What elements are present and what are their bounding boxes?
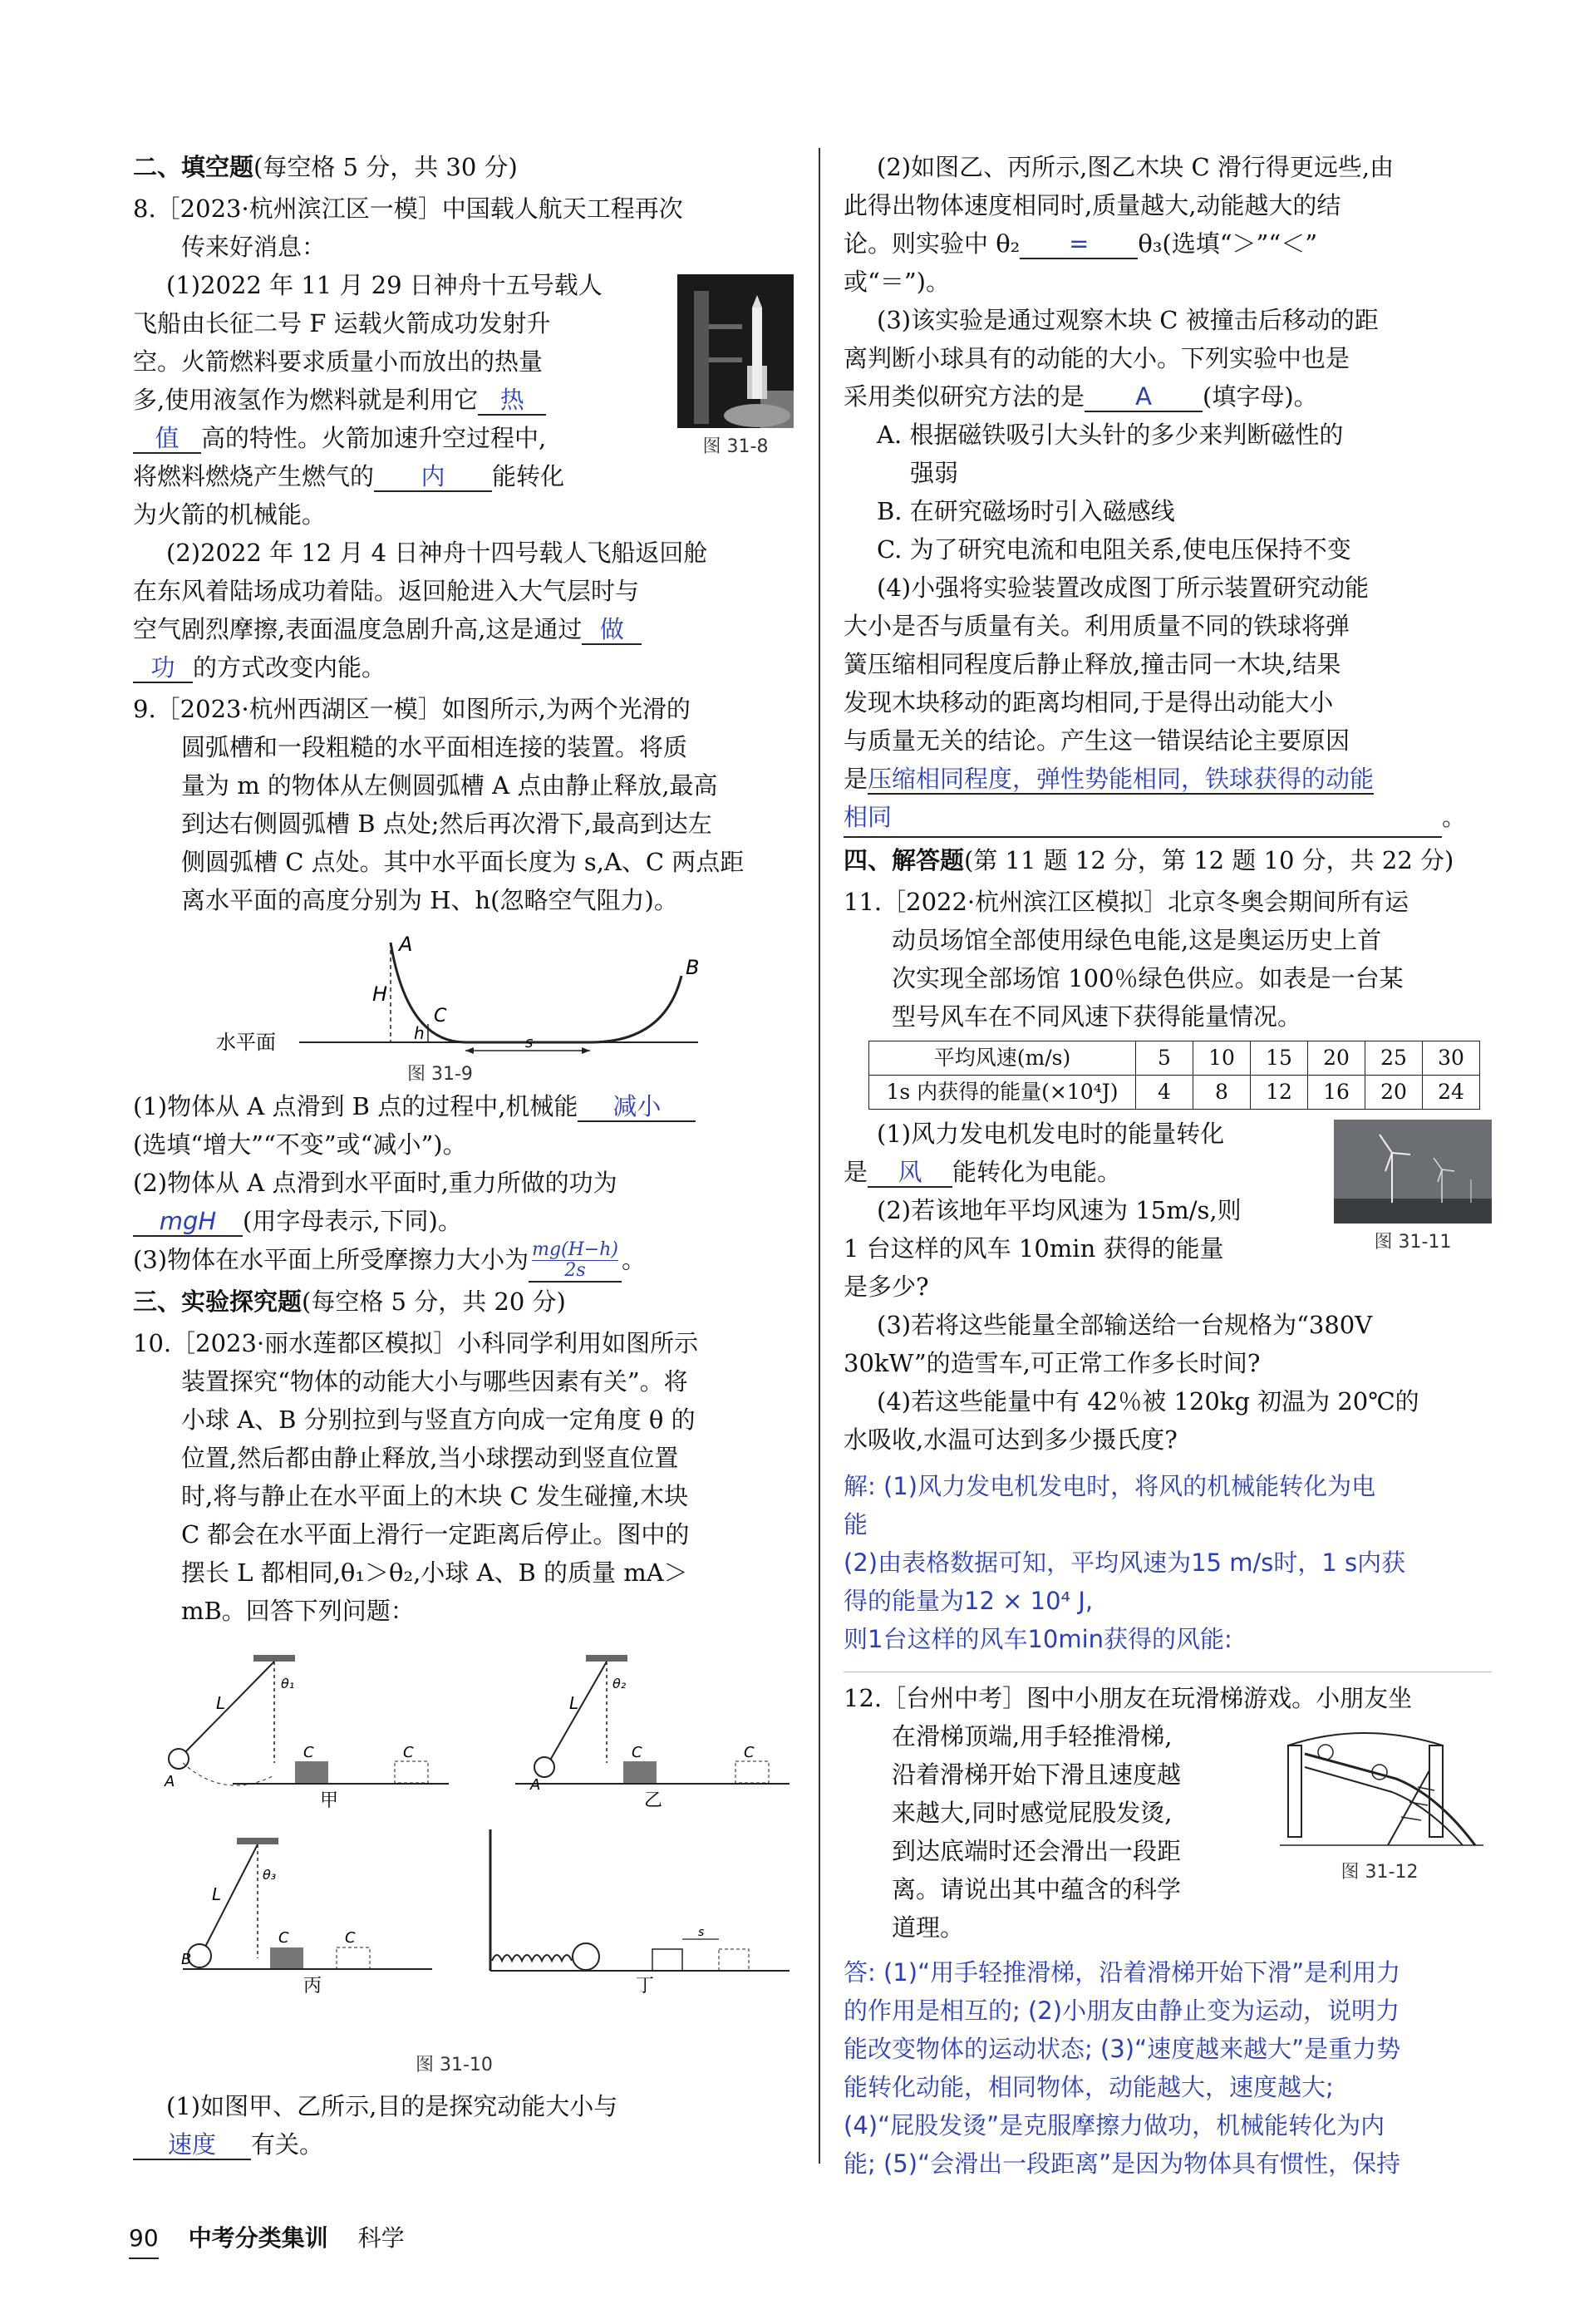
right-column: (2)如图乙、丙所示,图乙木块 C 滑行得更远些,由 此得出物体速度相同时,质量越大,动能越大的结 论。则实验中 θ₂ = θ₃(选填“＞”“＜” 或“＝”)。 (3)该实验是通过观察木块 C 被撞击后移动的距 离判断小球具有的动能的大小。下列实验中也是 采用类似研究方法的是 A (填字母)。 A. 根据磁铁吸引大头针的多少来判断磁性的 强弱 B. 在研究磁场时引入磁感线 C. 为了研究电流和电阻关系,使电压保持不变 (4)小强将实验装置改成图丁所示装置研究动能 大小是否与质量有关。利用质量不同的铁球将弹 簧压缩相同程度后静止释放,撞击同一木块,结果 发现木块移动的距离均相同,于是得出动能大小 与质量无关的结论。产生这一错误结论主要原因 是压缩相同程度，弹性势能相同，铁球获得的动能 相同 。 四、解答题(第 11 题 12 分，第 12 题 10 分，共 22 分) 11.［2022·杭州滨江区模拟］北京冬奥会期间所有运 动员场馆全部使用绿色电能,这是奥运历史上首 次实现全部场馆 100％绿色供应。如表是一台某 型号风车在不同风速下获得能量情况。 平均风速(m/s) 5 10 15 20 25 30 1s 内获得的能量(×10⁴J) 4 8 12 16 20 24 图 31-11 (1)风力发电机发电时的能量转化 是 风 能转化为电能。 (2)若该地年平均风速为 15m/s,则 1 台这样的风车 10min 获得的能量 是多少? (3)若将这些能量全部输送给一台规格为“380V 30kW”的造雪车,可正常工作多长时间? (4)若这些能量中有 42％被 120kg 初温为 20℃的 水吸收,水温可达到多少摄氏度? 解: (1)风力发电机发电时，将风的机械能转化为电 能 (2)由表格数据可知，平均风速为15 m/s时，1 s内获 得的能量为12 × 10⁴ J, 则1台这样的风车10min获得的风能: 12.［台州中考］图中小朋友在玩滑梯游戏。小朋友坐 图 31-12 在滑梯顶端,用手轻推滑梯, 沿着滑梯开始下滑且速度越 来越大,同时感觉屁股发烫, 到达底端时还会滑出一段距 离。请说出其中蕴含的科学 道理。 答: (1)“用手轻推滑梯，沿着滑梯开始下滑”是利用力 的作用是相互的; (2)小朋友由静止变为运动，说明力 能改变物体的运动状态; (3)“速度越来越大”是重力势 能转化动能，相同物体，动能越大，速度越大; (4)“屁股发烫”是克服摩擦力做功，机械能转化为内 能; (5)“会滑出一段距离”是因为物体具有惯性，保持 bbox=[844, 148, 1492, 2183]
figure-caption: 图 31-9 bbox=[407, 1064, 473, 1084]
q8-line: 飞船由长征二号 F 运载火箭成功发射升 bbox=[133, 309, 551, 337]
q9-line: (2)物体从 A 点滑到水平面时,重力所做的功为 bbox=[133, 1169, 617, 1197]
q12-line: 离。请说出其中蕴含的科学 bbox=[892, 1875, 1182, 1903]
option-C: C. 为了研究电流和电阻关系,使电压保持不变 bbox=[877, 535, 1351, 564]
table-cell: 20 bbox=[1308, 1041, 1365, 1076]
q10-line: 位置,然后都由静止释放,当小球摆动到竖直位置 bbox=[181, 1444, 679, 1472]
table-cell: 16 bbox=[1308, 1076, 1365, 1110]
fraction-numerator: mg(H−h) bbox=[532, 1239, 618, 1260]
q8-line: 为火箭的机械能。 bbox=[133, 500, 327, 529]
answer-blank: 相同 bbox=[844, 798, 1442, 838]
label-C: C bbox=[303, 1744, 314, 1761]
q8-line: (1)2022 年 11 月 29 日神舟十五号载人 bbox=[166, 271, 603, 299]
table-row bbox=[869, 1041, 1480, 1076]
q10-line: 与质量无关的结论。产生这一错误结论主要原因 bbox=[844, 726, 1350, 755]
q10-line: 论。则实验中 θ₂ bbox=[844, 229, 1021, 258]
figure-31-10 bbox=[133, 1638, 798, 2087]
arc-track-diagram bbox=[199, 926, 731, 1084]
q10-line: 簧压缩相同程度后静止释放,撞击同一木块,结果 bbox=[844, 650, 1341, 678]
table-cell: 30 bbox=[1423, 1041, 1480, 1076]
q10-line: (填字母)。 bbox=[1203, 382, 1318, 411]
page-footer bbox=[129, 2219, 405, 2259]
q8-line: 传来好消息： bbox=[181, 233, 327, 261]
answer-line: 能转化动能，相同物体，动能越大，速度越大; bbox=[844, 2073, 1334, 2101]
answer-blank: 值 bbox=[133, 424, 201, 454]
figure-caption: 图 31-8 bbox=[702, 436, 769, 457]
table-cell: 12 bbox=[1251, 1076, 1308, 1110]
q10-line: θ₃(选填“＞”“＜” bbox=[1138, 229, 1318, 258]
label-bing: 丙 bbox=[303, 1976, 322, 1997]
label-ding: 丁 bbox=[636, 1976, 655, 1997]
slide-illustration bbox=[1272, 1721, 1488, 1854]
q10-line: 10.［2023·丽水莲都区模拟］小科同学利用如图所示 bbox=[133, 1329, 699, 1357]
answer-blank: 做 bbox=[582, 615, 642, 645]
question-12 bbox=[844, 1672, 1492, 1947]
solution-line: (2)由表格数据可知，平均风速为15 m/s时，1 s内获 bbox=[844, 1549, 1406, 1577]
figure-caption: 图 31-11 bbox=[1374, 1232, 1452, 1253]
q11-line: (1)风力发电机发电时的能量转化 bbox=[877, 1120, 1225, 1148]
q9-line: (1)物体从 A 点滑到 B 点的过程中,机械能 bbox=[133, 1092, 578, 1120]
option-A: 强弱 bbox=[910, 459, 959, 487]
q9-line: 到达右侧圆弧槽 B 点处;然后再次滑下,最高到达左 bbox=[181, 810, 712, 838]
page-number: 90 bbox=[129, 2219, 159, 2259]
point-B-label: B bbox=[686, 956, 700, 979]
q8-line: 将燃料燃烧产生燃气的 bbox=[133, 462, 375, 490]
subject-label: 科学 bbox=[357, 2224, 405, 2252]
answer-blank: 热 bbox=[478, 386, 546, 416]
table-cell: 25 bbox=[1365, 1041, 1423, 1076]
label-yi: 乙 bbox=[644, 1790, 663, 1811]
q10-line: 时,将与静止在水平面上的木块 C 发生碰撞,木块 bbox=[181, 1482, 689, 1510]
q9-line: 圆弧槽和一段粗糙的水平面相连接的装置。将质 bbox=[181, 733, 688, 761]
q12-line: 在滑梯顶端,用手轻推滑梯, bbox=[892, 1722, 1173, 1750]
wind-energy-table bbox=[868, 1041, 1480, 1110]
section-title: 二、填空题 bbox=[133, 153, 254, 181]
q10-line: 有关。 bbox=[251, 2130, 324, 2159]
q10-line: 小球 A、B 分别拉到与竖直方向成一定角度 θ 的 bbox=[181, 1406, 696, 1434]
q11-parts-with-figure bbox=[844, 1115, 1492, 1306]
q11-line: (3)若将这些能量全部输送给一台规格为“380V bbox=[877, 1311, 1373, 1339]
q11-line: 水吸收,水温可达到多少摄氏度? bbox=[844, 1425, 1178, 1454]
label-B: B bbox=[181, 1951, 192, 1968]
answer-blank: 速度 bbox=[133, 2130, 251, 2160]
answer-blank: = bbox=[1020, 229, 1138, 259]
section-note: (每空格 5 分，共 20 分) bbox=[302, 1288, 566, 1316]
table-cell: 10 bbox=[1193, 1041, 1251, 1076]
section-4-heading bbox=[844, 841, 1492, 879]
q10-line: (1)如图甲、乙所示,目的是探究动能大小与 bbox=[166, 2092, 618, 2120]
q8-line: 空气剧烈摩擦,表面温度急剧升高,这是通过 bbox=[133, 615, 583, 643]
answer-blank: 压缩相同程度，弹性势能相同，铁球获得的动能 bbox=[868, 765, 1375, 793]
q10-line: 发现木块移动的距离均相同,于是得出动能大小 bbox=[844, 688, 1334, 716]
column-divider bbox=[819, 148, 820, 2164]
q9-line: (用字母表示,下同)。 bbox=[243, 1207, 462, 1235]
solution-line: 得的能量为12 × 10⁴ J, bbox=[844, 1587, 1094, 1615]
q10-line: 离判断小球具有的动能的大小。下列实验中也是 bbox=[844, 344, 1350, 372]
q12-line: 沿着滑梯开始下滑且速度越 bbox=[892, 1760, 1182, 1789]
point-C-label: C bbox=[434, 1006, 447, 1027]
answer-blank: mgH bbox=[133, 1207, 243, 1237]
solution-line: 能 bbox=[844, 1510, 868, 1539]
q9-line: 量为 m 的物体从左侧圆弧槽 A 点由静止释放,最高 bbox=[181, 771, 718, 800]
label-L: L bbox=[216, 1693, 226, 1713]
section-title: 三、实验探究题 bbox=[133, 1288, 303, 1316]
label-s: s bbox=[698, 1926, 705, 1939]
label-A: A bbox=[165, 1773, 175, 1790]
table-cell: 8 bbox=[1193, 1076, 1251, 1110]
q12-line: 道理。 bbox=[892, 1913, 965, 1942]
answer-line: 答: (1)“用手轻推滑梯，沿着滑梯开始下滑”是利用力 bbox=[844, 1958, 1401, 1987]
q11-line: 11.［2022·杭州滨江区模拟］北京冬奥会期间所有运 bbox=[844, 888, 1409, 916]
answer-blank: 功 bbox=[133, 653, 193, 683]
height-H-label: H bbox=[372, 982, 388, 1006]
section-note: (第 11 题 12 分，第 12 题 10 分，共 22 分) bbox=[964, 846, 1454, 874]
fraction-denominator: 2s bbox=[564, 1260, 586, 1281]
answer-fraction bbox=[529, 1240, 622, 1283]
q11-line: 1 台这样的风车 10min 获得的能量 bbox=[844, 1234, 1224, 1263]
section-title: 四、解答题 bbox=[844, 846, 965, 874]
label-C: C bbox=[403, 1744, 414, 1761]
length-s-label: s bbox=[525, 1034, 534, 1051]
q11-line: 30kW”的造雪车,可正常工作多长时间? bbox=[844, 1349, 1261, 1377]
table-header-cell: 1s 内获得的能量(×10⁴J) bbox=[869, 1076, 1136, 1110]
answer-blank: 风 bbox=[868, 1158, 952, 1188]
q8-part1 bbox=[133, 266, 798, 534]
q10-line: 或“＝”)。 bbox=[844, 268, 950, 296]
q10-line: C 都会在水平面上滑行一定距离后停止。图中的 bbox=[181, 1520, 690, 1549]
q11-line: 动员场馆全部使用绿色电能,这是奥运历史上首 bbox=[892, 926, 1382, 954]
q11-line: (4)若这些能量中有 42％被 120kg 初温为 20℃的 bbox=[877, 1387, 1419, 1416]
option-B: B. 在研究磁场时引入磁感线 bbox=[877, 497, 1175, 525]
q10-line: mB。回答下列问题： bbox=[181, 1597, 415, 1625]
figure-caption: 图 31-12 bbox=[1340, 1862, 1419, 1883]
q9-line: (选填“增大”“不变”或“减小”)。 bbox=[133, 1130, 467, 1159]
q8-line: 在东风着陆场成功着陆。返回舱进入大气层时与 bbox=[133, 577, 640, 605]
answer-line: 能; (5)“会滑出一段距离”是因为物体具有惯性，保持 bbox=[844, 2149, 1401, 2178]
q8-line: 8.［2023·杭州滨江区一模］中国载人航天工程再次 bbox=[133, 194, 683, 223]
option-A: A. 根据磁铁吸引大头针的多少来判断磁性的 bbox=[877, 421, 1344, 449]
table-cell: 15 bbox=[1251, 1041, 1308, 1076]
q11-line: 是多少? bbox=[844, 1273, 929, 1301]
ground-label: 水平面 bbox=[216, 1031, 276, 1054]
book-title: 中考分类集训 bbox=[188, 2224, 328, 2252]
q10-line: 大小是否与质量有关。利用质量不同的铁球将弹 bbox=[844, 612, 1350, 640]
label-C: C bbox=[278, 1929, 289, 1947]
q10-line: 摆长 L 都相同,θ₁＞θ₂,小球 A、B 的质量 mA＞ bbox=[181, 1558, 688, 1587]
q12-line: 到达底端时还会滑出一段距 bbox=[892, 1837, 1182, 1865]
q8-line: (2)2022 年 12 月 4 日神舟十四号载人飞船返回舱 bbox=[166, 539, 708, 567]
label-C: C bbox=[345, 1929, 356, 1947]
q8-line: 的方式改变内能。 bbox=[193, 653, 386, 682]
q9-line: 侧圆弧槽 C 点处。其中水平面长度为 s,A、C 两点距 bbox=[181, 848, 745, 876]
answer-line: 能改变物体的运动状态; (3)“速度越来越大”是重力势 bbox=[844, 2035, 1401, 2063]
figure-31-12 bbox=[1267, 1721, 1492, 1892]
figure-31-11 bbox=[1334, 1120, 1492, 1262]
table-row bbox=[869, 1076, 1480, 1110]
table-header-cell: 平均风速(m/s) bbox=[869, 1041, 1136, 1076]
q11-line: 次实现全部场馆 100％绿色供应。如表是一台某 bbox=[892, 964, 1404, 992]
q12-answer bbox=[844, 1953, 1492, 2183]
table-cell: 4 bbox=[1136, 1076, 1193, 1110]
q11-line: 能转化为电能。 bbox=[952, 1158, 1122, 1186]
section-2-heading bbox=[133, 148, 798, 186]
q8-line: 空。火箭燃料要求质量小而放出的热量 bbox=[133, 347, 544, 376]
q10-line: 此得出物体速度相同时,质量越大,动能越大的结 bbox=[844, 191, 1341, 219]
q12-line: 12.［台州中考］图中小朋友在玩滑梯游戏。小朋友坐 bbox=[844, 1684, 1413, 1712]
figure-caption: 图 31-10 bbox=[416, 2055, 493, 2075]
point-A-label: A bbox=[399, 933, 413, 956]
label-theta3: θ₃ bbox=[263, 1867, 277, 1883]
solution-line: 则1台这样的风车10min获得的风能: bbox=[844, 1625, 1232, 1653]
label-theta2: θ₂ bbox=[612, 1676, 627, 1691]
table-cell: 5 bbox=[1136, 1041, 1193, 1076]
q11-line: 是 bbox=[844, 1158, 868, 1186]
table-cell: 24 bbox=[1423, 1076, 1480, 1110]
q9-line: 9.［2023·杭州西湖区一模］如图所示,为两个光滑的 bbox=[133, 695, 691, 723]
label-C: C bbox=[744, 1744, 755, 1761]
answer-blank: 减小 bbox=[578, 1092, 696, 1122]
label-A: A bbox=[530, 1776, 541, 1794]
section-note: (每空格 5 分，共 30 分) bbox=[253, 153, 518, 181]
q10-line: 装置探究“物体的动能大小与哪些因素有关”。将 bbox=[181, 1367, 688, 1396]
q9-line: 离水平面的高度分别为 H、h(忽略空气阻力)。 bbox=[181, 886, 678, 914]
section-3-heading bbox=[133, 1283, 798, 1321]
q11-line: (2)若该地年平均风速为 15m/s,则 bbox=[877, 1196, 1242, 1224]
label-L: L bbox=[569, 1693, 579, 1713]
pendulum-experiment-diagram bbox=[133, 1638, 798, 2087]
label-L: L bbox=[212, 1884, 222, 1904]
label-C: C bbox=[632, 1744, 642, 1761]
q11-line: 型号风车在不同风速下获得能量情况。 bbox=[892, 1002, 1302, 1031]
q10-line: 采用类似研究方法的是 bbox=[844, 382, 1085, 411]
q8-line: 多,使用液氢作为燃料就是利用它 bbox=[133, 386, 479, 414]
table-cell: 20 bbox=[1365, 1076, 1423, 1110]
solution-line: 解: (1)风力发电机发电时，将风的机械能转化为电 bbox=[844, 1472, 1376, 1500]
q9-line: (3)物体在水平面上所受摩擦力大小为 bbox=[133, 1245, 529, 1274]
q11-solution bbox=[844, 1467, 1492, 1658]
q10-line: (4)小强将实验装置改成图丁所示装置研究动能 bbox=[877, 574, 1370, 602]
q10-line: 是 bbox=[844, 765, 868, 793]
answer-line: (4)“屁股发烫”是克服摩擦力做功，机械能转化为内 bbox=[844, 2111, 1385, 2139]
answer-line: 的作用是相互的; (2)小朋友由静止变为运动，说明力 bbox=[844, 1997, 1400, 2025]
answer-blank: 内 bbox=[374, 462, 492, 492]
q8-line: 能转化 bbox=[492, 462, 565, 490]
q10-line: (3)该实验是通过观察木块 C 被撞击后移动的距 bbox=[877, 306, 1379, 334]
answer-blank: A bbox=[1085, 382, 1203, 412]
q8-line: 高的特性。火箭加速升空过程中, bbox=[201, 424, 547, 452]
q12-line: 来越大,同时感觉屁股发烫, bbox=[892, 1799, 1173, 1827]
height-h-label: h bbox=[414, 1023, 425, 1043]
wind-turbine-photo bbox=[1334, 1120, 1492, 1224]
figure-31-8 bbox=[673, 274, 798, 466]
figure-31-9 bbox=[133, 926, 798, 1084]
label-theta1: θ₁ bbox=[281, 1676, 295, 1691]
left-column: 二、填空题(每空格 5 分，共 30 分) 8.［2023·杭州滨江区一模］中国载人航天工程再次 传来好消息： 图 31-8 (1)2022 年 11 月 29 日神舟十五号载人 飞船由长征二号 F 运载火箭成功发射升 空。火箭燃料要求质量小而放出的热量 多,使用液氢作为燃料就是利用它 热 值 高的特性。火箭加速升空过程中, 将燃料燃烧产生燃气的 内 能转化 为火箭的机械能。 (2)2022 年 12 月 4 日神舟十四号载人飞船返回舱 在东风着陆场成功着陆。返回舱进入大气层时与 空气剧烈摩擦,表面温度急剧升高,这是通过 做 功 的方式改变内能。 9.［2023·杭州西湖区一模］如图所示,为两个光滑的 圆弧槽和一段粗糙的水平面相连接的装置。将质 量为 m 的物体从左侧圆弧槽 A 点由静止释放,最高 到达右侧圆弧槽 B 点处;然后再次滑下,最高到达左 侧圆弧槽 C 点处。其中水平面长度为 s,A、C 两点距 离水平面的高度分别为 H、h(忽略空气阻力)。 A B C H h s 水平面 图 31-9 (1)物体从 A 点滑到 B 点的过程中,机械能 减小 (选填“增大”“不变”或“减小”)。 (2)物体从 A 点滑到水平面时,重力所做的功为 mgH (用字母表示,下同)。 (3)物体在水平面上所受摩擦力大小为 $\frac{mg(H-h)}{2s}$ 。 三、实验探究题(每空格 5 分，共 20 分) 10.［2023·丽水莲都区模拟］小科同学利用如图所示 装置探究“物体的动能大小与哪些因素有关”。将 小球 A、B 分别拉到与竖直方向成一定角度 θ 的 位置,然后都由静止释放,当小球摆动到竖直位置 时,将与静止在水平面上的木块 C 发生碰撞,木块 C 都会在水平面上滑行一定距离后停止。图中的 摆长 L 都相同,θ₁＞θ₂,小球 A、B 的质量 mA＞ mB。回答下列问题： L θ₁ C C A 甲 L θ₂ C C A 乙 L θ₃ C C B 丙 s 丁 图 31-10 (1)如图甲、乙所示,目的是探究动能大小与 速度 有关。 bbox=[133, 148, 798, 2164]
label-jia: 甲 bbox=[320, 1790, 339, 1811]
q10-line: (2)如图乙、丙所示,图乙木块 C 滑行得更远些,由 bbox=[877, 153, 1395, 181]
rocket-launch-photo bbox=[677, 274, 794, 428]
